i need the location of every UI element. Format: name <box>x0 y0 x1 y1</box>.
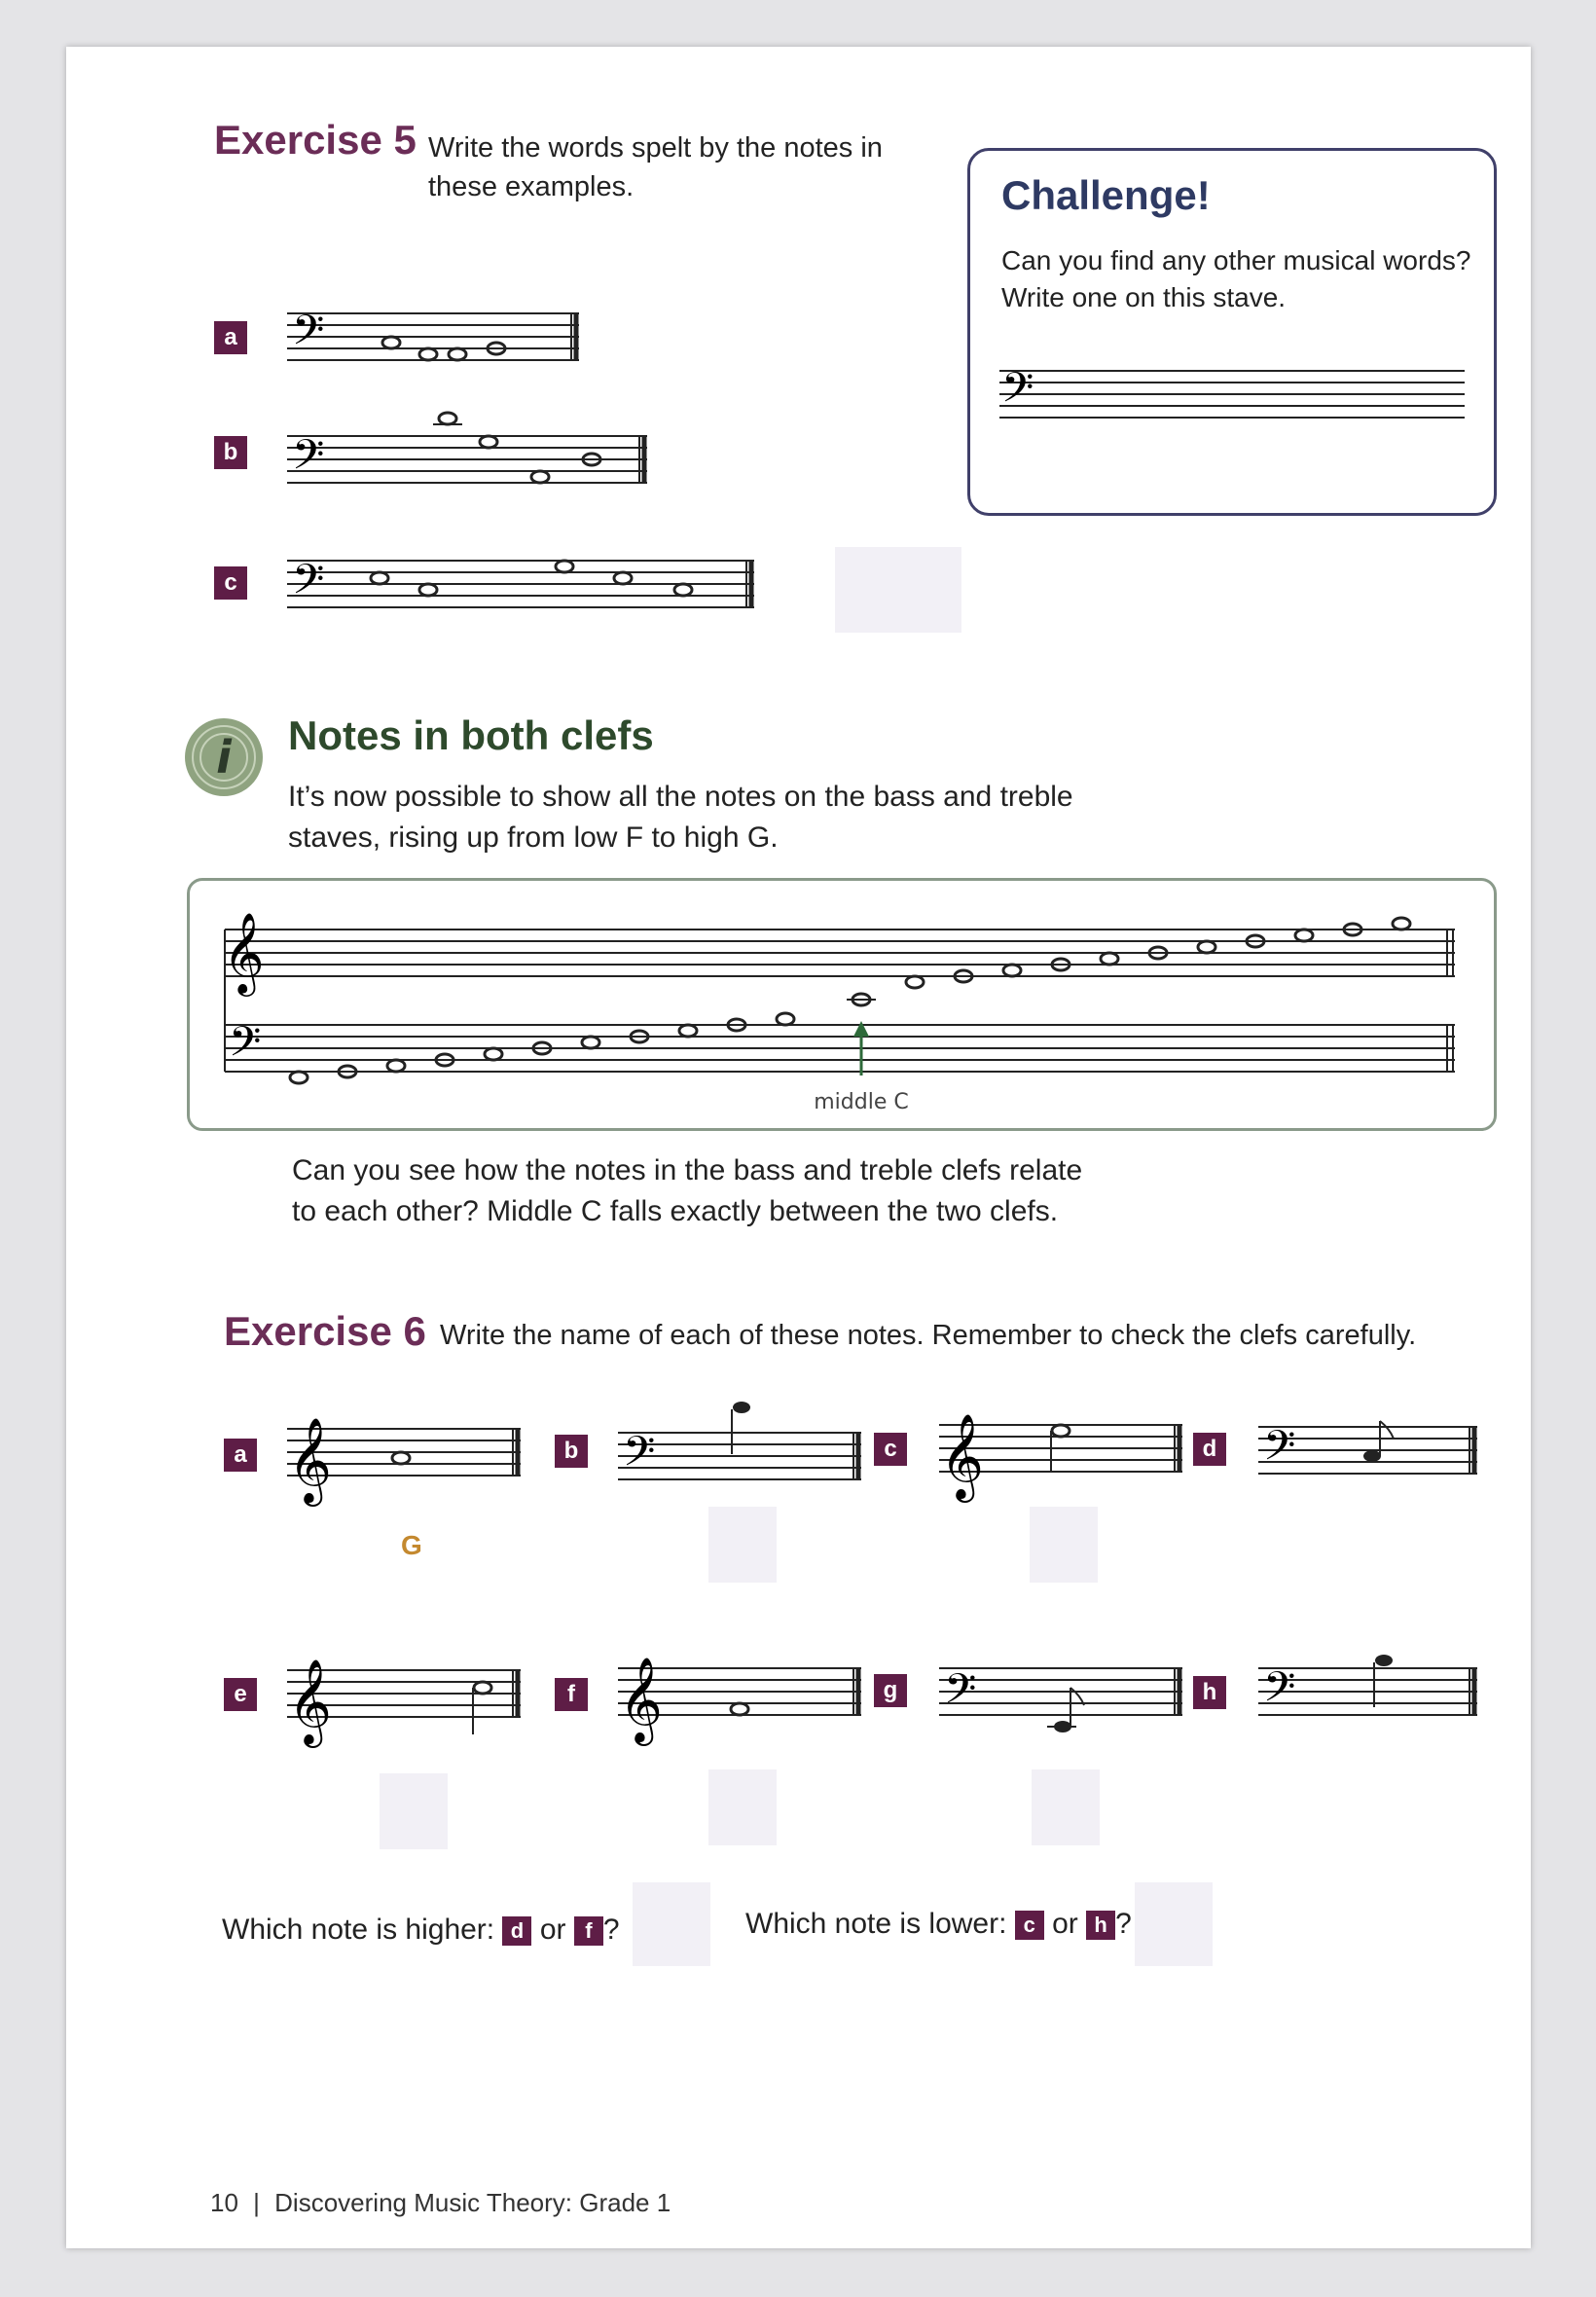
bass-clef-icon: 𝄢 <box>229 1018 262 1076</box>
note-head <box>449 348 466 360</box>
bass-clef-icon: 𝄢 <box>1263 1422 1296 1480</box>
page-number: 10 <box>210 2188 238 2217</box>
exercise6-stave-b <box>613 1390 866 1497</box>
exercise6-label-e: e <box>224 1678 257 1711</box>
question-higher-label-d: d <box>502 1916 531 1946</box>
question-lower-or: or <box>1052 1908 1078 1940</box>
note-head <box>392 1452 410 1464</box>
bass-clef-icon: 𝄢 <box>292 431 325 490</box>
note-head <box>474 1682 491 1694</box>
info-icon <box>183 716 265 798</box>
note-head <box>731 1703 748 1715</box>
exercise6-answer-slot-c[interactable] <box>1030 1507 1098 1583</box>
exercise6-answer-a: G <box>401 1530 422 1560</box>
exercise6-stave-g <box>934 1643 1187 1750</box>
note-head <box>371 572 388 584</box>
note-head <box>382 337 400 348</box>
question-lower-end: ? <box>1115 1908 1132 1940</box>
question-lower-label-h: h <box>1086 1911 1115 1940</box>
bass-clef-icon: 𝄢 <box>1263 1663 1296 1722</box>
challenge-text-line1: Can you find any other musical words? <box>1001 245 1471 275</box>
note-head <box>733 1402 750 1413</box>
exercise6-stave-a <box>282 1402 526 1509</box>
question-higher-label-f: f <box>574 1916 603 1946</box>
challenge-text-line2: Write one on this stave. <box>1001 282 1287 312</box>
note-head <box>614 572 632 584</box>
grand-staff <box>190 881 1494 1128</box>
exercise6-stave-e <box>282 1641 526 1748</box>
challenge-title: Challenge! <box>1001 172 1211 218</box>
exercise5-instruction-line2: these examples. <box>428 171 635 202</box>
svg-text:i: i <box>216 731 232 784</box>
exercise5-label-a: a <box>214 321 247 354</box>
note-head <box>419 348 437 360</box>
info-after-line2: to each other? Middle C falls exactly between the two clefs. <box>292 1195 1059 1227</box>
grand-staff-box <box>187 878 1497 1131</box>
bass-clef-icon: 𝄢 <box>1001 364 1034 422</box>
info-title: Notes in both clefs <box>288 712 654 758</box>
treble-clef-icon: 𝄞 <box>223 911 265 993</box>
info-after-line1: Can you see how the notes in the bass and treble clefs relate <box>292 1154 1083 1186</box>
challenge-box <box>967 148 1497 516</box>
middle-c-label: middle C <box>814 1090 909 1114</box>
challenge-stave[interactable] <box>999 361 1467 429</box>
footer-separator: | <box>253 2188 260 2217</box>
question-lower <box>745 1908 1132 1941</box>
exercise6-label-d: d <box>1193 1433 1226 1466</box>
exercise6-stave-c <box>934 1396 1187 1503</box>
question-lower-label-c: c <box>1015 1911 1044 1940</box>
bass-clef-icon: 𝄢 <box>623 1428 656 1486</box>
bass-clef-icon: 𝄢 <box>292 307 325 365</box>
info-text-line2: staves, rising up from low F to high G. <box>288 821 779 854</box>
treble-clef-icon: 𝄞 <box>619 1656 663 1742</box>
note-head <box>531 471 549 483</box>
exercise6-stave-f <box>613 1639 866 1746</box>
exercise5-label-c: c <box>214 566 247 600</box>
exercise5-title: Exercise 5 <box>214 117 417 163</box>
exercise6-answer-slot-b[interactable] <box>708 1507 777 1583</box>
question-higher-prefix: Which note is higher: <box>222 1914 495 1946</box>
question-lower-prefix: Which note is lower: <box>745 1908 1007 1940</box>
note-head <box>556 561 573 572</box>
question-higher-or: or <box>539 1914 566 1946</box>
exercise6-stave-d <box>1253 1396 1483 1503</box>
treble-clef-icon: 𝄞 <box>288 1658 332 1744</box>
question-higher <box>222 1914 620 1947</box>
note-head <box>480 436 497 448</box>
question-higher-answer-slot[interactable] <box>633 1882 710 1966</box>
question-lower-answer-slot[interactable] <box>1135 1882 1213 1966</box>
workbook-page <box>66 47 1531 2248</box>
exercise6-answer-slot-g[interactable] <box>1032 1769 1100 1845</box>
exercise6-label-b: b <box>555 1435 588 1468</box>
note-head <box>1363 1450 1381 1462</box>
exercise6-label-g: g <box>874 1674 907 1707</box>
note-head <box>419 584 437 596</box>
question-higher-end: ? <box>602 1914 620 1946</box>
exercise5-stave-b <box>282 407 652 504</box>
exercise6-label-f: f <box>555 1678 588 1711</box>
exercise5-label-b: b <box>214 436 247 469</box>
book-title: Discovering Music Theory: Grade 1 <box>274 2188 671 2217</box>
note-head <box>674 584 692 596</box>
exercise6-instruction: Write the name of each of these notes. Remember to check the clefs carefully. <box>440 1320 1417 1351</box>
exercise6-stave-h <box>1253 1637 1483 1744</box>
exercise5-stave-c <box>282 543 759 621</box>
treble-clef-icon: 𝄞 <box>288 1416 332 1503</box>
note-head <box>1375 1655 1393 1666</box>
info-text-line1: It’s now possible to show all the notes on the bass and treble <box>288 781 1073 813</box>
exercise5-instruction-line1: Write the words spelt by the notes in <box>428 132 883 164</box>
exercise6-label-c: c <box>874 1433 907 1466</box>
note-head <box>1052 1425 1070 1437</box>
bass-clef-icon: 𝄢 <box>944 1665 977 1724</box>
bass-clef-icon: 𝄢 <box>292 556 325 614</box>
exercise6-title: Exercise 6 <box>224 1308 426 1354</box>
note-head <box>439 413 456 424</box>
page-footer <box>210 2188 671 2218</box>
note-head <box>1054 1721 1071 1732</box>
exercise6-label-a: a <box>224 1439 257 1472</box>
exercise6-answer-slot-f[interactable] <box>708 1769 777 1845</box>
exercise6-answer-slot-e[interactable] <box>380 1773 448 1849</box>
treble-clef-icon: 𝄞 <box>940 1412 984 1499</box>
exercise5-stave-a <box>282 302 584 380</box>
exercise6-label-h: h <box>1193 1676 1226 1709</box>
exercise5-answer-slot-c[interactable] <box>835 547 961 633</box>
